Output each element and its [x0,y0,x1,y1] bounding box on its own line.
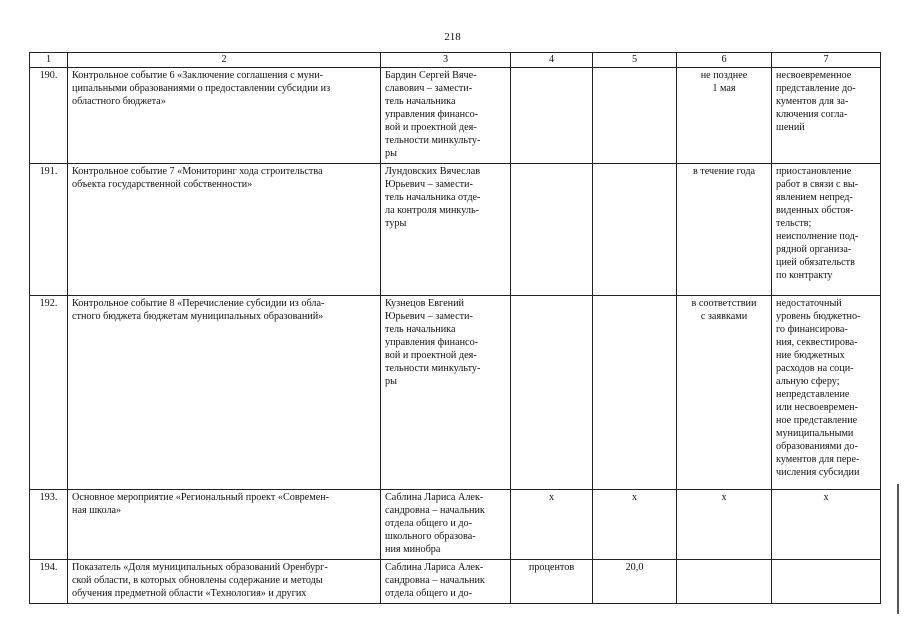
term-cell [677,560,772,604]
measures-table [29,52,881,604]
responsible-person: Кузнецов Евгений Юрьевич – замести- тель начальника управления финансо- вой и проектной дея- тельности минкульту- ры [381,296,511,490]
row-number: 192. [30,296,68,490]
table-row [30,560,881,604]
scan-edge-line [897,484,899,614]
unit-cell: процентов [511,560,593,604]
responsible-person: Бардин Сергей Вяче- славович – замести- тель начальника управления финансо- вой и проектной дея- тельности минкульту- ры [381,68,511,164]
measure-name: Основное мероприятие «Региональный проект «Современ- ная школа» [68,490,381,560]
table-row [30,68,881,164]
row-number: 190. [30,68,68,164]
risk-cell: недостаточный уровень бюджетно- го финансирова- ния, секвестирова- ние бюджетных расходов на соци- альную сферу; непредставление или несвоевремен- ное представление муниципальными образованиями до- кументов для пере- числения субсидии [772,296,881,490]
measure-name: Контрольное событие 6 «Заключение соглашения с муни- ципальными образованиями о предоставлении субсидии из областного бюджета» [68,68,381,164]
unit-cell [511,296,593,490]
responsible-person: Саблина Лариса Алек- сандровна – начальник отдела общего и до- школьного образова- ния минобра [381,490,511,560]
unit-cell: х [511,490,593,560]
row-number: 194. [30,560,68,604]
value-cell: х [593,490,677,560]
unit-cell [511,164,593,296]
table-row [30,490,881,560]
risk-cell: несвоевременное представление до- кументов для за- ключения согла- шений [772,68,881,164]
risk-cell: х [772,490,881,560]
value-cell [593,296,677,490]
term-cell: х [677,490,772,560]
table-row [30,296,881,490]
value-cell [593,68,677,164]
column-header-5: 5 [593,53,677,68]
responsible-person: Саблина Лариса Алек- сандровна – начальник отдела общего и до- [381,560,511,604]
responsible-person: Лундовских Вячеслав Юрьевич – замести- тель начальника отде- ла контроля минкуль- туры [381,164,511,296]
column-header-1: 1 [30,53,68,68]
measure-name: Контрольное событие 8 «Перечисление субсидии из обла- стного бюджета бюджетам муниципальных образований» [68,296,381,490]
term-cell: в течение года [677,164,772,296]
measure-name: Контрольное событие 7 «Мониторинг хода строительства объекта государственной собственности» [68,164,381,296]
column-header-7: 7 [772,53,881,68]
row-number: 191. [30,164,68,296]
row-number: 193. [30,490,68,560]
column-number-header-row [30,53,881,68]
term-cell: не позднее 1 мая [677,68,772,164]
measure-name: Показатель «Доля муниципальных образований Оренбург- ской области, в которых обновлены содержание и методы обучения предметной области «Технология» и других [68,560,381,604]
column-header-3: 3 [381,53,511,68]
term-cell: в соответствии с заявками [677,296,772,490]
risk-cell: приостановление работ в связи с вы- явлением непред- виденных обстоя- тельств; неисполнение под- рядной организа- цией обязательств по контракту [772,164,881,296]
risk-cell [772,560,881,604]
page-number: 218 [444,31,461,43]
unit-cell [511,68,593,164]
value-cell [593,164,677,296]
column-header-4: 4 [511,53,593,68]
column-header-6: 6 [677,53,772,68]
value-cell: 20,0 [593,560,677,604]
table-row [30,164,881,296]
column-header-2: 2 [68,53,381,68]
